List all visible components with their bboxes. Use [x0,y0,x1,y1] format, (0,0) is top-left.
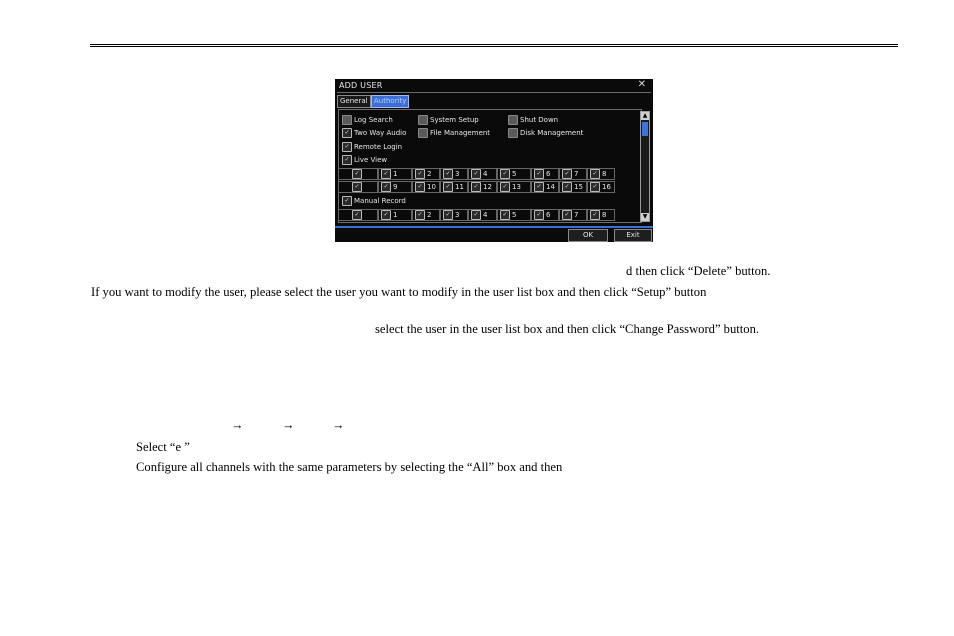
scroll-thumb[interactable] [642,122,648,136]
checkbox-icon[interactable] [508,128,518,138]
check-icon[interactable]: ✓ [534,182,544,192]
check-icon[interactable]: ✓ [342,128,352,138]
vertical-scrollbar[interactable] [640,111,650,222]
channel-number: 14 [546,183,555,191]
channel-cell[interactable] [559,181,587,193]
check-icon[interactable]: ✓ [381,169,391,179]
check-icon[interactable]: ✓ [534,210,544,220]
dialog-footer-line [335,226,653,228]
text-line-configure: Configure all channels with the same parameters by selecting the “All” box and then [136,460,563,474]
channel-number: 13 [512,183,521,191]
channel-cell[interactable] [497,168,531,180]
check-icon[interactable]: ✓ [415,169,425,179]
check-icon[interactable]: ✓ [342,155,352,165]
channel-cell[interactable] [440,209,468,221]
channel-cell[interactable] [412,168,440,180]
channel-cell[interactable] [378,168,412,180]
check-icon[interactable]: ✓ [352,210,362,220]
channel-all-cell[interactable] [338,168,378,180]
dialog-title: ADD USER [339,81,383,90]
channel-cell[interactable] [497,181,531,193]
perm-two-way-audio[interactable]: ✓ Two Way Audio [342,128,406,138]
checkbox-icon[interactable] [418,115,428,125]
check-icon[interactable]: ✓ [534,169,544,179]
check-icon[interactable]: ✓ [471,210,481,220]
channel-number: 3 [455,170,460,178]
perm-disk-management[interactable]: Disk Management [508,128,583,138]
check-icon[interactable]: ✓ [352,182,362,192]
check-icon[interactable]: ✓ [352,169,362,179]
channel-number: 4 [483,211,488,219]
channel-number: 5 [512,170,517,178]
text-line-change-password: select the user in the user list box and then click “Change Password” button. [375,322,760,336]
channel-number: 12 [483,183,492,191]
exit-button[interactable]: Exit [614,229,652,242]
channel-cell[interactable] [412,181,440,193]
check-icon[interactable]: ✓ [471,169,481,179]
check-icon[interactable]: ✓ [443,182,453,192]
check-icon[interactable]: ✓ [590,210,600,220]
channel-all-cell[interactable] [338,209,378,221]
check-icon[interactable]: ✓ [590,169,600,179]
check-icon[interactable]: ✓ [342,196,352,206]
arrow-icon: → [332,418,345,432]
perm-manual-record[interactable]: ✓ Manual Record [342,196,406,206]
channel-cell[interactable] [378,209,412,221]
channel-cell[interactable] [559,168,587,180]
channel-cell[interactable] [587,209,615,221]
channel-number: 1 [393,211,398,219]
perm-file-management[interactable]: File Management [418,128,490,138]
checkbox-icon[interactable] [508,115,518,125]
channel-cell[interactable] [497,209,531,221]
channel-cell[interactable] [531,209,559,221]
check-icon[interactable]: ✓ [500,182,510,192]
perm-live-view[interactable]: ✓ Live View [342,155,387,165]
channel-number: 11 [455,183,464,191]
channel-number: 7 [574,211,579,219]
channel-number: 6 [546,170,551,178]
channel-number: 16 [602,183,611,191]
ok-button[interactable]: OK [568,229,608,242]
channel-cell[interactable] [468,181,497,193]
add-user-dialog [335,79,653,242]
tab-authority[interactable]: Authority [371,95,409,108]
channel-number: 8 [602,211,607,219]
check-icon[interactable]: ✓ [590,182,600,192]
header-rule [90,44,898,47]
perm-system-setup[interactable]: System Setup [418,115,479,125]
channel-cell[interactable] [440,168,468,180]
perm-log-search[interactable]: Log Search [342,115,393,125]
channel-cell[interactable] [468,209,497,221]
check-icon[interactable]: ✓ [381,182,391,192]
check-icon[interactable]: ✓ [443,169,453,179]
arrow-icon: → [231,418,244,432]
channel-number: 15 [574,183,583,191]
checkbox-icon[interactable] [342,115,352,125]
check-icon[interactable]: ✓ [415,182,425,192]
channel-cell[interactable] [559,209,587,221]
check-icon[interactable]: ✓ [562,182,572,192]
check-icon[interactable]: ✓ [562,169,572,179]
text-line-delete: d then click “Delete” button. [626,264,771,278]
check-icon[interactable]: ✓ [415,210,425,220]
perm-shut-down[interactable]: Shut Down [508,115,558,125]
channel-all-cell[interactable] [338,181,378,193]
channel-number: 4 [483,170,488,178]
channel-cell[interactable] [531,181,559,193]
channel-number: 7 [574,170,579,178]
checkbox-icon[interactable] [418,128,428,138]
check-icon[interactable]: ✓ [471,182,481,192]
arrow-icon: → [282,418,295,432]
channel-number: 2 [427,211,432,219]
channel-number: 8 [602,170,607,178]
scroll-up-icon[interactable]: ▲ [642,112,648,119]
channel-number: 3 [455,211,460,219]
check-icon[interactable]: ✓ [443,210,453,220]
text-line-modify: If you want to modify the user, please select the user you want to modify in the user list box and then click “Setup” button [91,285,707,299]
tab-general[interactable]: General [337,95,371,108]
channel-cell[interactable] [468,168,497,180]
close-icon[interactable]: ✕ [637,79,646,90]
check-icon[interactable]: ✓ [562,210,572,220]
scroll-down-icon[interactable]: ▼ [642,213,648,220]
text-line-select: Select “e ” [136,440,190,454]
check-icon[interactable]: ✓ [381,210,391,220]
channel-cell[interactable] [587,168,615,180]
channel-cell[interactable] [440,181,468,193]
channel-number: 6 [546,211,551,219]
perm-remote-login[interactable]: ✓ Remote Login [342,142,402,152]
channel-cell[interactable] [531,168,559,180]
channel-cell[interactable] [587,181,615,193]
check-icon[interactable]: ✓ [500,210,510,220]
title-separator [337,92,651,93]
check-icon[interactable]: ✓ [342,142,352,152]
channel-number: 1 [393,170,398,178]
channel-number: 10 [427,183,436,191]
channel-number: 2 [427,170,432,178]
channel-cell[interactable] [412,209,440,221]
channel-number: 9 [393,183,398,191]
channel-cell[interactable] [378,181,412,193]
check-icon[interactable]: ✓ [500,169,510,179]
channel-number: 5 [512,211,517,219]
